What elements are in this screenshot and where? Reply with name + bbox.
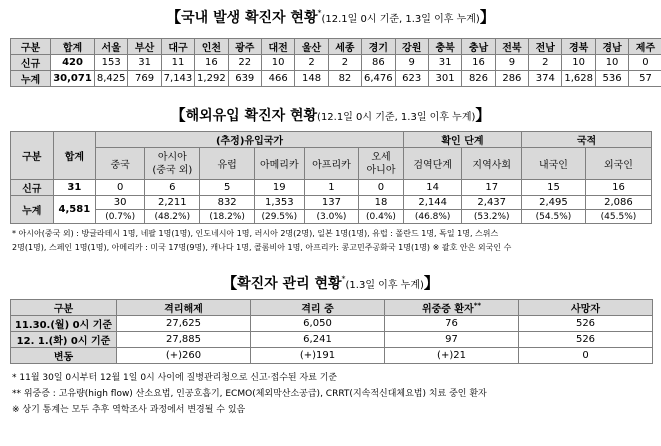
imported-new-cell: 6	[145, 180, 200, 196]
table-cell: 526	[519, 332, 653, 348]
domestic-header-cell: 부산	[128, 39, 161, 55]
imported-cum-cell: 137	[304, 196, 358, 210]
table-cell: 27,625	[117, 316, 251, 332]
domestic-header-cell: 제주	[629, 39, 661, 55]
table-cell: 27,885	[117, 332, 251, 348]
imported-cum-total: 4,581	[53, 196, 96, 224]
imported-title: 【해외유입 확진자 현황(12.1일 0시 기준, 1.3일 이후 누계)】	[170, 106, 491, 124]
table-cell: 16	[462, 55, 495, 71]
domestic-header-cell: 세종	[328, 39, 361, 55]
table-cell: (+)191	[251, 348, 385, 364]
table-cell: 10	[562, 55, 595, 71]
imported-cum-cell: 2,495	[522, 196, 586, 210]
imported-header-origin: (추정)유입국가	[96, 132, 404, 148]
table-cell: 97	[385, 332, 519, 348]
confirm-local: 지역사회	[462, 148, 522, 180]
table-cell: 1,628	[562, 71, 595, 87]
imported-new-cell: 5	[200, 180, 254, 196]
table-row	[11, 55, 661, 71]
origin-china: 중국	[96, 148, 145, 180]
imported-cum-label: 누계	[11, 196, 54, 224]
imported-note-line1: * 아시아(중국 외) : 방글라데시 1명, 네팔 1명(1명), 인도네시아 1명, 러시아 2명(2명), 일본 1명(1명), 유럽 : 폴란드 1명, 독일 1명, 스위스	[12, 229, 499, 238]
imported-cases-table	[10, 131, 652, 224]
imported-header-nation: 국적	[522, 132, 652, 148]
management-note-3: ※ 상기 통계는 모두 추후 역학조사 과정에서 변경될 수 있음	[12, 405, 246, 415]
table-cell: 86	[362, 55, 395, 71]
imported-cum-cell: 18	[359, 196, 404, 210]
domestic-header-cell: 인천	[195, 39, 228, 55]
table-cell: 6,476	[362, 71, 395, 87]
imported-cum-cell: 832	[200, 196, 254, 210]
table-cell: 536	[595, 71, 628, 87]
table-cell: 6,050	[251, 316, 385, 332]
domestic-header-cell: 경북	[562, 39, 595, 55]
table-cell: 8,425	[95, 71, 128, 87]
table-cell: (+)260	[117, 348, 251, 364]
table-cell: 301	[428, 71, 461, 87]
origin-oceania: 오세 아니아	[359, 148, 404, 180]
confirm-quarantine: 검역단계	[403, 148, 462, 180]
domestic-header-cell: 전북	[495, 39, 528, 55]
domestic-header-cell: 구분	[11, 39, 51, 55]
domestic-title-text: 국내 발생 확진자 현황	[181, 10, 318, 26]
table-cell: 286	[495, 71, 528, 87]
imported-pct-cell: (0.4%)	[359, 210, 404, 224]
origin-asia: 아시아 (중국 외)	[145, 148, 200, 180]
table-cell: 31	[128, 55, 161, 71]
domestic-header-cell: 전남	[529, 39, 562, 55]
table-cell: 7,143	[161, 71, 194, 87]
domestic-header-cell: 대구	[161, 39, 194, 55]
imported-new-cell: 0	[96, 180, 145, 196]
table-row	[11, 71, 661, 87]
table-cell: 826	[462, 71, 495, 87]
imported-cum-cell: 30	[96, 196, 145, 210]
table-cell: 1,292	[195, 71, 228, 87]
domestic-header-cell: 충북	[428, 39, 461, 55]
management-note-2: ** 위중증 : 고유량(high flow) 산소요법, 인공호흡기, ECMO(체외막산소공급), CRRT(지속적신대체요법) 치료 중인 환자	[12, 389, 487, 399]
domestic-header-cell: 대전	[261, 39, 294, 55]
management-note-1: * 11월 30일 0시부터 12월 1일 0시 사이에 질병관리청으로 신고·접수된 자료 기준	[12, 373, 338, 383]
management-title: 【확진자 관리 현황*(1.3일 이후 누계)】	[222, 274, 439, 292]
table-cell: 466	[261, 71, 294, 87]
table-cell: 0	[519, 348, 653, 364]
domestic-cases-table	[10, 38, 661, 87]
table-cell: 10	[261, 55, 294, 71]
imported-pct-cell: (45.5%)	[585, 210, 651, 224]
imported-pct-cell: (3.0%)	[304, 210, 358, 224]
imported-pct-cell: (29.5%)	[254, 210, 304, 224]
domestic-header-cell: 강원	[395, 39, 428, 55]
table-cell: 57	[629, 71, 661, 87]
imported-cum-cell: 2,086	[585, 196, 651, 210]
management-header-cell: 구분	[11, 300, 117, 316]
imported-cum-cell: 1,353	[254, 196, 304, 210]
domestic-header-cell: 합계	[51, 39, 95, 55]
imported-pct-cell: (48.2%)	[145, 210, 200, 224]
table-cell: 11	[161, 55, 194, 71]
table-cell: 82	[328, 71, 361, 87]
domestic-header-cell: 경기	[362, 39, 395, 55]
table-row	[11, 348, 653, 364]
table-cell: 9	[395, 55, 428, 71]
table-cell: 6,241	[251, 332, 385, 348]
management-title-text: 확진자 관리 현황	[237, 276, 342, 292]
imported-new-cell: 0	[359, 180, 404, 196]
imported-pct-cell: (54.5%)	[522, 210, 586, 224]
table-row	[11, 316, 653, 332]
imported-cum-cell: 2,144	[403, 196, 462, 210]
domestic-header-cell: 충남	[462, 39, 495, 55]
management-table	[10, 299, 653, 364]
imported-new-cell: 19	[254, 180, 304, 196]
imported-pct-cell: (18.2%)	[200, 210, 254, 224]
table-cell: 2	[529, 55, 562, 71]
domestic-header-cell: 광주	[228, 39, 261, 55]
table-cell: 420	[51, 55, 95, 71]
domestic-header-cell: 경남	[595, 39, 628, 55]
table-cell: 153	[95, 55, 128, 71]
origin-africa: 아프리카	[304, 148, 358, 180]
table-cell: 2	[328, 55, 361, 71]
table-cell: 31	[428, 55, 461, 71]
imported-header-gubun: 구분	[11, 132, 54, 180]
table-cell: 22	[228, 55, 261, 71]
table-cell: (+)21	[385, 348, 519, 364]
domestic-header-cell: 울산	[295, 39, 328, 55]
management-header-cell: 격리 중	[251, 300, 385, 316]
imported-cum-cell: 2,437	[462, 196, 522, 210]
nation-foreign: 외국인	[585, 148, 651, 180]
domestic-title: 【국내 발생 확진자 현황*(12.1일 0시 기준, 1.3일 이후 누계)】	[166, 8, 495, 26]
management-header-cell: 격리해제	[117, 300, 251, 316]
imported-new-cell: 1	[304, 180, 358, 196]
imported-new-cell: 17	[462, 180, 522, 196]
table-cell: 0	[629, 55, 661, 71]
table-cell: 526	[519, 316, 653, 332]
table-cell: 769	[128, 71, 161, 87]
management-header-severe: 위중증 환자**	[385, 300, 519, 316]
imported-pct-cell: (0.7%)	[96, 210, 145, 224]
imported-header-confirm: 확인 단계	[403, 132, 521, 148]
imported-header-total: 합계	[53, 132, 96, 180]
table-cell: 639	[228, 71, 261, 87]
table-cell: 2	[295, 55, 328, 71]
nation-korean: 내국인	[522, 148, 586, 180]
table-cell: 374	[529, 71, 562, 87]
table-cell: 10	[595, 55, 628, 71]
imported-note-line2: 2명(1명), 스페인 1명(1명), 아메리카 : 미국 17명(9명), 캐나다 1명, 콜롬비아 1명, 아프리카: 콩고민주공화국 1명(1명) ※ 괄호 안은 외국인 수	[12, 243, 512, 252]
origin-europe: 유럽	[200, 148, 254, 180]
table-row	[11, 332, 653, 348]
imported-new-cell: 31	[53, 180, 96, 196]
imported-cum-cell: 2,211	[145, 196, 200, 210]
table-cell: 9	[495, 55, 528, 71]
imported-pct-cell: (53.2%)	[462, 210, 522, 224]
domestic-header-cell: 서울	[95, 39, 128, 55]
row-label: 변동	[11, 348, 117, 364]
table-cell: 30,071	[51, 71, 95, 87]
imported-new-cell: 16	[585, 180, 651, 196]
imported-pct-cell: (46.8%)	[403, 210, 462, 224]
management-header-cell: 사망자	[519, 300, 653, 316]
imported-new-cell: 15	[522, 180, 586, 196]
table-cell: 623	[395, 71, 428, 87]
table-cell: 16	[195, 55, 228, 71]
table-cell: 148	[295, 71, 328, 87]
imported-title-text: 해외유입 확진자 현황	[185, 108, 318, 124]
row-label: 12. 1.(화) 0시 기준	[11, 332, 117, 348]
origin-america: 아메리카	[254, 148, 304, 180]
imported-new-label: 신규	[11, 180, 54, 196]
row-label: 신규	[11, 55, 51, 71]
row-label: 누계	[11, 71, 51, 87]
row-label: 11.30.(월) 0시 기준	[11, 316, 117, 332]
table-cell: 76	[385, 316, 519, 332]
imported-new-cell: 14	[403, 180, 462, 196]
